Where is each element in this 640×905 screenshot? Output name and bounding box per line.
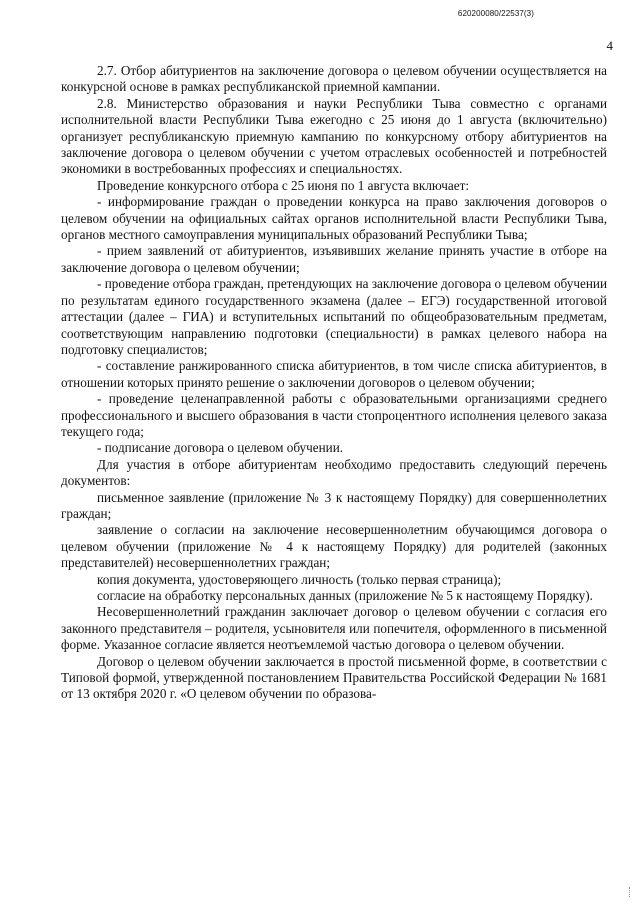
document-item-consent-minor: заявление о согласии на заключение несовершеннолетним обучающимся договора о целевом обучении (приложение № 4 к настоящему Порядку) для родителей (законных представителей) несовершеннолетних граждан;	[61, 522, 607, 571]
paragraph-2-7: 2.7. Отбор абитуриентов на заключение договора о целевом обучении осуществляется на конкурсной основе в рамках республиканской приемной кампании.	[61, 63, 607, 95]
list-item-ranking: - составление ранжированного списка абитуриентов, в том числе списка абитуриентов, в отношении которых принято решение о заключении договоров о целевом обучении;	[61, 358, 607, 390]
paragraph-selection-intro: Проведение конкурсного отбора с 25 июня по 1 августа включает:	[97, 177, 470, 193]
document-body	[61, 63, 607, 703]
edge-mark	[626, 887, 630, 897]
list-item-selection: - проведение отбора граждан, претендующих на заключение договора о целевом обучении по результатам единого государственного экзамена (далее – ЕГЭ) государственной итоговой аттестации (далее – ГИА) и вступительных испытаний по общеобразовательным предметам, соответствующим направлению подготовки (специальности) в рамках целевого набора на подготовку специалистов;	[61, 276, 607, 357]
paragraph-minor-consent: Несовершеннолетний гражданин заключает договор о целевом обучении с согласия его законного представителя – родителя, усыновителя или попечителя, оформленного в письменной форме. Указанное согласие является неотъемлемой частью договора о целевом обучении.	[61, 604, 607, 653]
list-item-signing: - подписание договора о целевом обучении.	[97, 440, 344, 456]
paragraph-contract-form: Договор о целевом обучении заключается в простой письменной форме, в соответствии с Типовой формой, утвержденной постановлением Правительства Российской Федерации № 1681 от 13 октября 2020 г. «О целевом обучении по образова-	[61, 653, 607, 702]
document-item-personal-data: согласие на обработку персональных данных (приложение № 5 к настоящему Порядку).	[97, 588, 593, 603]
document-item-application: письменное заявление (приложение № 3 к настоящему Порядку) для совершеннолетних граждан;	[61, 489, 607, 521]
list-item-applications: - прием заявлений от абитуриентов, изъявивших желание принять участие в отборе на заключение договора о целевом обучении;	[61, 243, 607, 275]
paragraph-documents-intro: Для участия в отборе абитуриентам необходимо предоставить следующий перечень документов:	[61, 456, 607, 489]
list-item-informing: - информирование граждан о проведении конкурса на право заключения договоров о целевом обучении на официальных сайтах органов исполнительной власти Республики Тыва, органов местного самоуправления муниципальных образований Республики Тыва;	[61, 194, 607, 243]
paragraph-2-8: 2.8. Министерство образования и науки Республики Тыва совместно с органами исполнительной власти Республики Тыва ежегодно с 25 июня до 1 августа (включительно) организует республиканскую приемную кампанию по конкурсному отбору абитуриентов на заключение договора о целевом обучении с учетом отраслевых особенностей и потребностей экономики в востребованных профессиях и специальностях.	[61, 95, 607, 177]
list-item-targeted-work: - проведение целенаправленной работы с образовательными организациями среднего профессионального и высшего образования в части стопроцентного исполнения целевого заказа текущего года;	[61, 391, 607, 439]
document-item-id-copy: копия документа, удостоверяющего личность (только первая страница);	[97, 571, 502, 587]
page-number: 4	[606, 38, 613, 53]
document-id: 620200080/22537(3)	[457, 9, 534, 18]
